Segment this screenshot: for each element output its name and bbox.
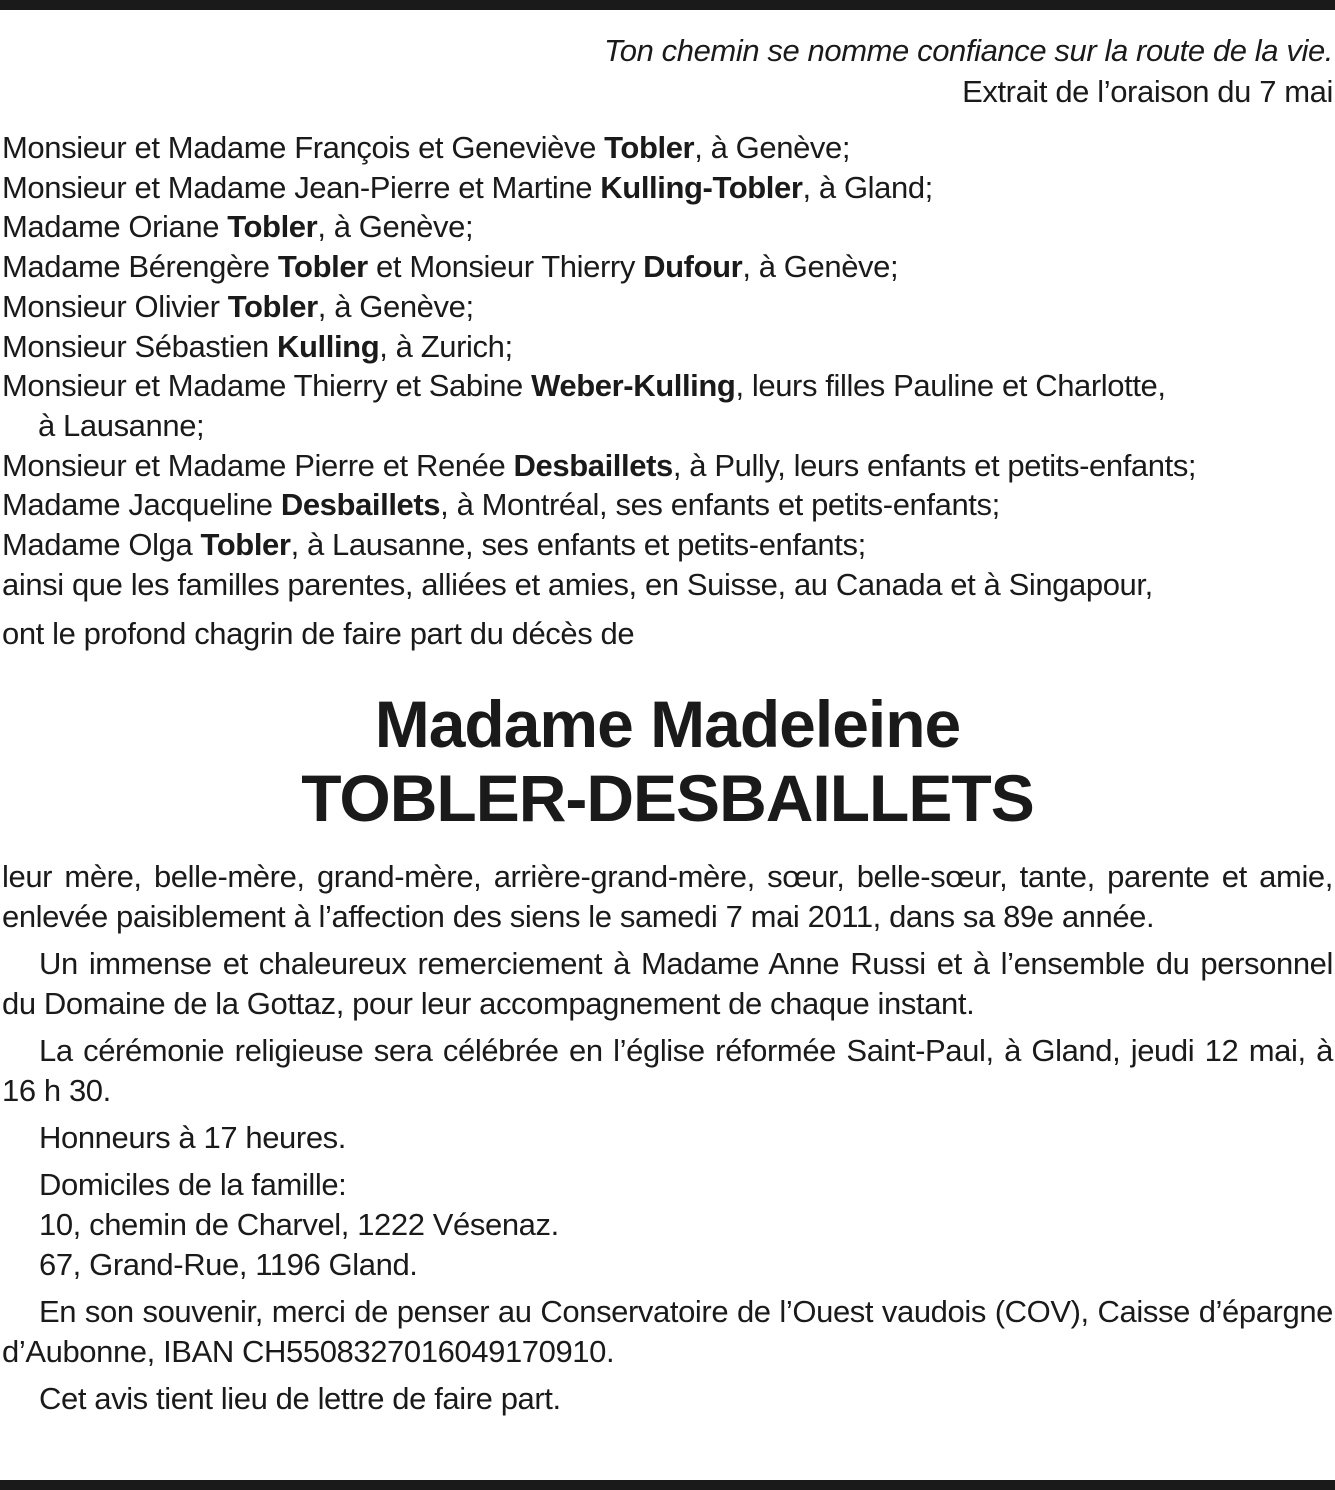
- family-line: Madame Olga Tobler, à Lausanne, ses enfants et petits-enfants;: [2, 527, 866, 563]
- deceased-name: [2, 687, 1333, 835]
- family-line: Monsieur et Madame Pierre et Renée Desbaillets, à Pully, leurs enfants et petits-enfants;: [2, 447, 1197, 483]
- family-line: Monsieur et Madame Jean-Pierre et Martine Kulling-Tobler, à Gland;: [2, 169, 933, 205]
- ceremony-paragraph: La cérémonie religieuse sera célébrée en l’église réformée Saint-Paul, à Gland, jeudi 12 mai, à 16 h 30.: [2, 1033, 1333, 1109]
- bottom-border-rule: [0, 1480, 1335, 1490]
- epigraph-source: Extrait de l’oraison du 7 mai: [962, 74, 1333, 109]
- donation-paragraph: En son souvenir, merci de penser au Conservatoire de l’Ouest vaudois (COV), Caisse d’épargne d’Aubonne, IBAN CH5508327016049170910.: [2, 1294, 1333, 1370]
- announcement: ont le profond chagrin de faire part du décès de: [2, 616, 635, 652]
- family-line: Monsieur et Madame Thierry et Sabine Weber-Kulling, leurs filles Pauline et Charlotte,: [2, 368, 1166, 404]
- family-line: Madame Oriane Tobler, à Genève;: [2, 209, 474, 245]
- top-border-rule: [0, 0, 1335, 10]
- family-line: Madame Bérengère Tobler et Monsieur Thierry Dufour, à Genève;: [2, 249, 899, 285]
- family-list: [2, 128, 1333, 604]
- thanks-paragraph: Un immense et chaleureux remerciement à Madame Anne Russi et à l’ensemble du personnel du Domaine de la Gottaz, pour leur accompagnement de chaque instant.: [2, 946, 1333, 1022]
- family-line: Monsieur et Madame François et Geneviève Tobler, à Genève;: [2, 130, 851, 165]
- domiciles-block: [2, 1165, 1333, 1285]
- notice-body: [2, 857, 1333, 1419]
- family-line: Monsieur Olivier Tobler, à Genève;: [2, 288, 474, 324]
- family-line-continuation: à Lausanne;: [38, 407, 205, 443]
- obituary-notice: [2, 30, 1333, 1426]
- epigraph-quote: Ton chemin se nomme confiance sur la route de la vie.: [604, 33, 1333, 68]
- address-line: 67, Grand-Rue, 1196 Gland.: [39, 1247, 418, 1283]
- closing-paragraph: Cet avis tient lieu de lettre de faire part.: [39, 1381, 561, 1417]
- deceased-name-line2: TOBLER-DESBAILLETS: [301, 761, 1034, 836]
- epigraph: [2, 30, 1333, 112]
- relation-paragraph: leur mère, belle-mère, grand-mère, arrière-grand-mère, sœur, belle-sœur, tante, parente et amie, enlevée paisiblement à l’affection des siens le samedi 7 mai 2011, dans sa 89e année.: [2, 859, 1333, 935]
- address-line: 10, chemin de Charvel, 1222 Vésenaz.: [39, 1207, 559, 1243]
- domiciles-title: Domiciles de la famille:: [39, 1167, 347, 1203]
- honours-paragraph: Honneurs à 17 heures.: [39, 1120, 346, 1156]
- family-line: ainsi que les familles parentes, alliées et amies, en Suisse, au Canada et à Singapour,: [2, 566, 1153, 602]
- family-line: Monsieur Sébastien Kulling, à Zurich;: [2, 328, 513, 364]
- family-line: Madame Jacqueline Desbaillets, à Montréal, ses enfants et petits-enfants;: [2, 487, 1000, 523]
- deceased-name-line1: Madame Madeleine: [374, 687, 961, 762]
